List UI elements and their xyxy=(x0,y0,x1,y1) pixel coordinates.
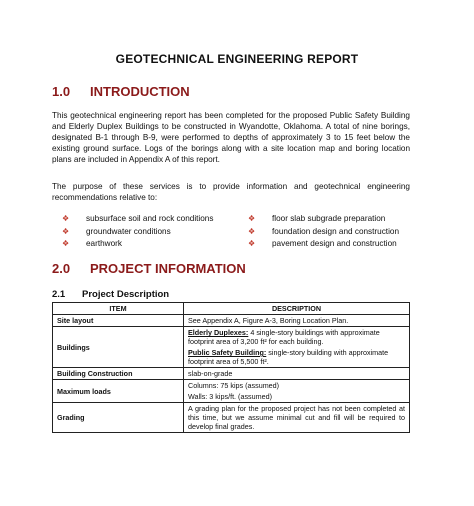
item-cell: Buildings xyxy=(53,327,184,368)
list-item: ❖ earthwork xyxy=(62,239,122,248)
list-item: ❖ floor slab subgrade preparation xyxy=(248,214,386,223)
subsection-heading xyxy=(52,289,169,300)
project-description-table xyxy=(52,302,410,433)
section-title: INTRODUCTION xyxy=(90,84,190,99)
subsection-number: 2.1 xyxy=(52,289,66,300)
section-heading-project-information xyxy=(52,261,246,276)
column-header-item: ITEM xyxy=(53,303,184,315)
table-row xyxy=(53,327,410,368)
purpose-paragraph: The purpose of these services is to provide information and geotechnical engineering recommendations relative to: xyxy=(52,182,410,202)
section-number: 2.0 xyxy=(52,261,71,276)
item-cell: Site layout xyxy=(53,315,184,327)
description-cell: slab-on-grade xyxy=(184,368,410,380)
description-cell xyxy=(184,327,410,368)
table-row xyxy=(53,403,410,433)
list-item: ❖ groundwater conditions xyxy=(62,226,171,236)
description-cell xyxy=(184,380,410,403)
diamond-bullet-icon: ❖ xyxy=(248,226,256,236)
item-cell: Grading xyxy=(53,403,184,433)
diamond-bullet-icon: ❖ xyxy=(62,214,70,223)
table-header-row xyxy=(53,303,410,315)
list-item: ❖ pavement design and construction xyxy=(248,239,397,248)
description-cell: See Appendix A, Figure A-3, Boring Location Plan. xyxy=(184,315,410,327)
public-safety-desc: Public Safety Building: single-story building with approximate footprint area of 5,500 ft². xyxy=(188,348,389,366)
table-row xyxy=(53,368,410,380)
section-heading-introduction xyxy=(52,84,190,99)
diamond-bullet-icon: ❖ xyxy=(62,239,70,248)
table-row xyxy=(53,380,410,403)
column-header-description: DESCRIPTION xyxy=(184,303,410,315)
walls-load: Walls: 3 kips/ft. (assumed) xyxy=(188,392,273,401)
item-cell: Maximum loads xyxy=(53,380,184,403)
description-cell: A grading plan for the proposed project has not been completed at this time, but we assume minimal cut and fill will be required to develop final grades. xyxy=(184,403,410,433)
intro-paragraph: This geotechnical engineering report has been completed for the proposed Public Safety Building and Elderly Duplex Buildings to be constructed in Wyandotte, Oklahoma. A total of nine borings, designated B-1 through B-9, were performed to depths of approximately 3 to 15 feet below the existing ground surface. Logs of the borings along with a site location map and boring location plans are included in Appendix A of this report. xyxy=(52,111,410,164)
diamond-bullet-icon: ❖ xyxy=(248,239,256,248)
diamond-bullet-icon: ❖ xyxy=(62,226,70,236)
section-number: 1.0 xyxy=(52,84,71,99)
elderly-duplexes-desc: Elderly Duplexes: 4 single-story buildings with approximate footprint area of 3,200 ft² for each building. xyxy=(188,328,380,346)
diamond-bullet-icon: ❖ xyxy=(248,214,256,223)
table-row xyxy=(53,315,410,327)
report-title: GEOTECHNICAL ENGINEERING REPORT xyxy=(115,52,359,66)
section-title: PROJECT INFORMATION xyxy=(90,261,246,276)
recommendation-list xyxy=(62,214,422,252)
columns-load: Columns: 75 kips (assumed) xyxy=(188,381,280,390)
subsection-title: Project Description xyxy=(82,289,170,300)
list-item: ❖ foundation design and construction xyxy=(248,226,399,236)
item-cell: Building Construction xyxy=(53,368,184,380)
list-item: ❖ subsurface soil and rock conditions xyxy=(62,214,214,223)
